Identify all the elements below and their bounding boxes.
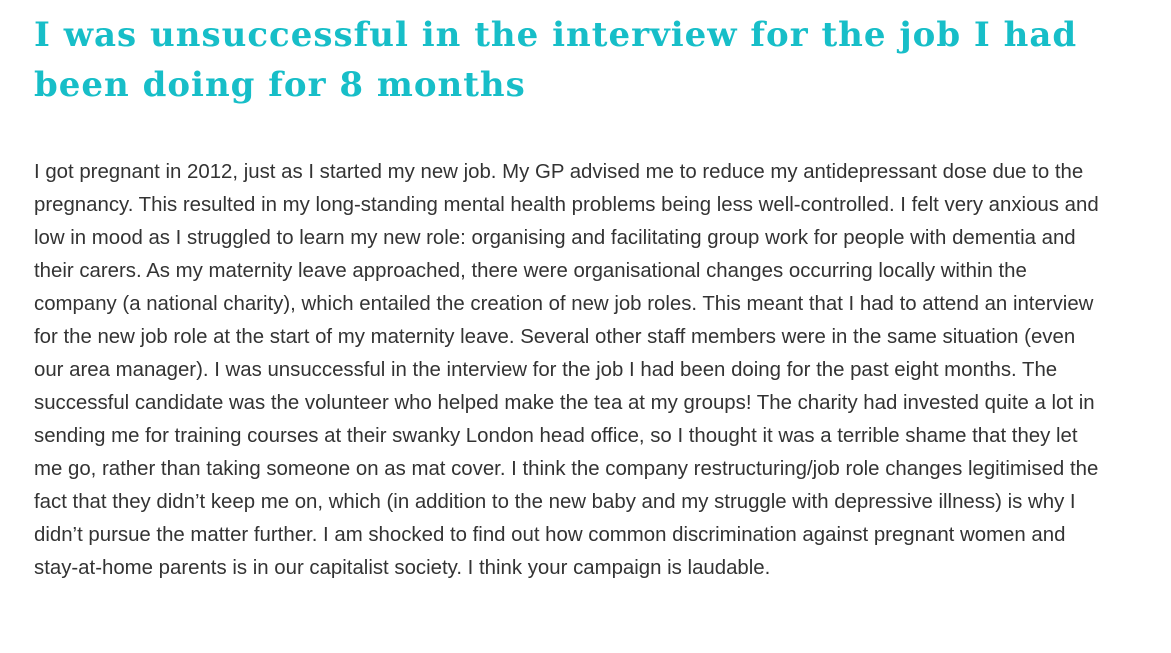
article — [34, 10, 1134, 585]
article-title: I was unsuccessful in the interview for the job I had been doing for 8 months — [34, 15, 1078, 105]
article-body: I got pregnant in 2012, just as I started my new job. My GP advised me to reduce my antidepressant dose due to the pregnancy. This resulted in my long-standing mental health problems being less well-controlled. I felt very anxious and low in mood as I struggled to learn my new role: organising and facilitating group work for people with dementia and their carers. As my maternity leave approached, there were organisational changes occurring locally within the company (a national charity), which entailed the creation of new job roles. This meant that I had to attend an interview for the new job role at the start of my maternity leave. Several other staff members were in the same situation (even our area manager). I was unsuccessful in the interview for the job I had been doing for the past eight months. The successful candidate was the volunteer who helped make the tea at my groups! The charity had invested quite a lot in sending me for training courses at their swanky London head office, so I thought it was a terrible shame that they let me go, rather than taking someone on as mat cover. I think the company restructuring/job role changes legitimised the fact that they didn’t keep me on, which (in addition to the new baby and my struggle with depressive illness) is why I didn’t pursue the matter further. I am shocked to find out how common discrimination against pregnant women and stay-at-home parents is in our capitalist society. I think your campaign is laudable. — [34, 161, 1099, 579]
